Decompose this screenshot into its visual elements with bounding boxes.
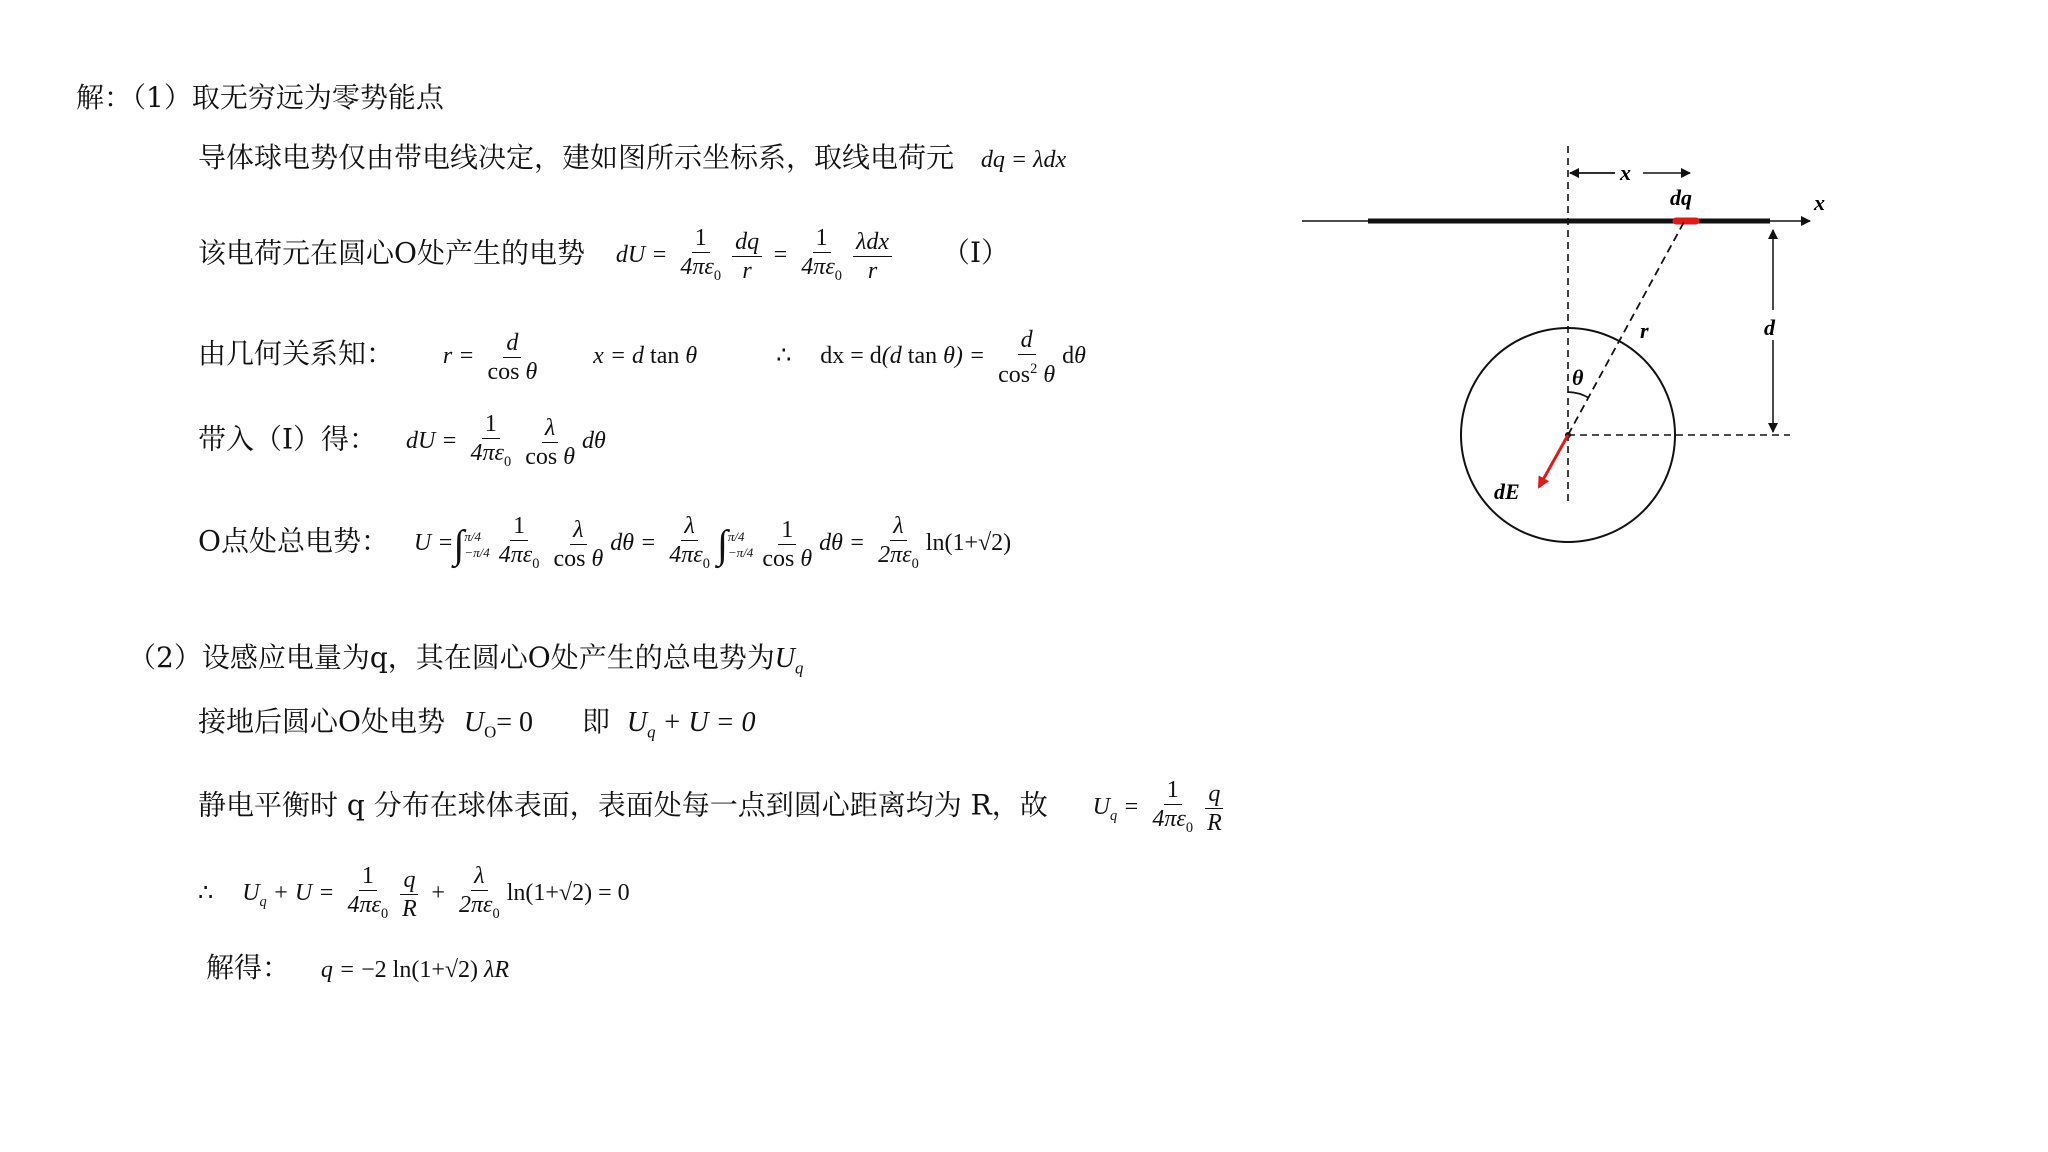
balance-formula: $U_q + U$ = $\frac{1}{4\pi\varepsilon_0}$ $\frac{q}{R}$ + $\frac{\lambda}{2\pi\varepsilon_0}$ ln(1+√2) = 0 <box>242 863 630 923</box>
du-formula: dU = $\frac{1}{4\pi\varepsilon_0}$ $\frac{dq}{r}$ = $\frac{1}{4\pi\varepsilon_0}$ $\frac{\text{λdx}}{r}$ <box>616 242 902 268</box>
part1-line5-text: O点处总电势： <box>198 524 389 558</box>
de-label: dE <box>1494 479 1520 504</box>
therefore-symbol: ∴ <box>776 341 792 370</box>
total-potential-formula: U =∫ π/4 −π/4 $\frac{1}{4\pi\varepsilon_0}$ $\frac{\lambda}{\text{cos θ}}$ dθ = $\frac{\lambda}{4\pi\varepsilon_0}$ ∫ π/4 −π/4 $\frac{1}{\text{cos θ}}$ dθ = $\frac{\lambda}{2\pi\varepsilon_0}$ ln(1+√2) <box>413 513 1012 573</box>
x-axis-label: x <box>1814 190 1825 215</box>
part1-line1 <box>198 140 1066 178</box>
part1-line5 <box>198 512 1011 578</box>
theta-arc <box>1568 392 1589 398</box>
du-theta-formula: dU = $\frac{1}{4\pi\varepsilon_0}$ $\frac{\lambda}{\text{cos θ}}$ dθ <box>405 411 606 471</box>
part1-line4-text: 带入（I）得： <box>198 422 378 456</box>
part2-line4-text: 解得： <box>206 951 291 984</box>
part1-line3-text: 由几何关系知： <box>198 337 395 371</box>
part2-line2 <box>198 776 1229 842</box>
part2-heading: （2）设感应电量为q，其在圆心O处产生的总电势为 <box>128 641 775 674</box>
charge-element-formula: dq = λdx <box>980 147 1067 173</box>
solution-prefix: 解： <box>76 81 133 114</box>
solution-label <box>76 80 444 116</box>
part2-line1 <box>198 704 756 751</box>
x-formula: x = d tan θ <box>593 343 698 370</box>
de-arrow <box>1539 435 1568 487</box>
r-label: r <box>1640 318 1649 343</box>
sum-zero-formula: $U_q + U = 0$ <box>626 707 756 742</box>
part1-line4 <box>198 410 606 476</box>
uq-symbol: $U_q$ <box>774 643 804 678</box>
part2-line4 <box>206 950 509 988</box>
part1-line1-text: 导体球电势仅由带电线决定，建如图所示坐标系，取线电荷元 <box>198 141 955 174</box>
therefore-symbol-2: ∴ <box>198 878 214 907</box>
uq-formula: $U_q$ = $\frac{1}{4\pi\varepsilon_0}$ $\frac{q}{R}$ <box>1092 777 1222 837</box>
equation-tag: （I） <box>942 236 1010 270</box>
part2-line3 <box>198 862 630 928</box>
geometry-diagram <box>1300 130 1840 550</box>
result-formula: q = −2 ln(1+√2) λR <box>320 957 510 983</box>
x-distance-label: x <box>1620 160 1631 185</box>
part1-line2-text: 该电荷元在圆心O处产生的电势 <box>198 236 585 270</box>
part1-heading: （1）取无穷远为零势能点 <box>132 81 444 114</box>
dx-formula: dx = d(d tan θ) = $\frac{d}{\cos^2 \theta}$ dθ <box>820 327 1086 388</box>
part2-line2-text: 静电平衡时 q 分布在球体表面，表面处每一点到圆心距离均为 R，故 <box>198 788 1048 822</box>
part2-line1-ji: 即 <box>581 705 610 738</box>
d-label: d <box>1764 315 1775 340</box>
part2-heading-line <box>128 640 803 687</box>
part1-line3 <box>198 326 1086 389</box>
theta-label: θ <box>1572 365 1584 390</box>
part2-line1-text: 接地后圆心O处电势 <box>198 705 445 738</box>
part1-line2 <box>198 224 1009 290</box>
r-formula: r = $\frac{d}{\text{cos θ}}$ <box>442 330 538 385</box>
uo-formula: $U_O= 0$ <box>463 707 534 742</box>
dq-label: dq <box>1670 185 1692 210</box>
